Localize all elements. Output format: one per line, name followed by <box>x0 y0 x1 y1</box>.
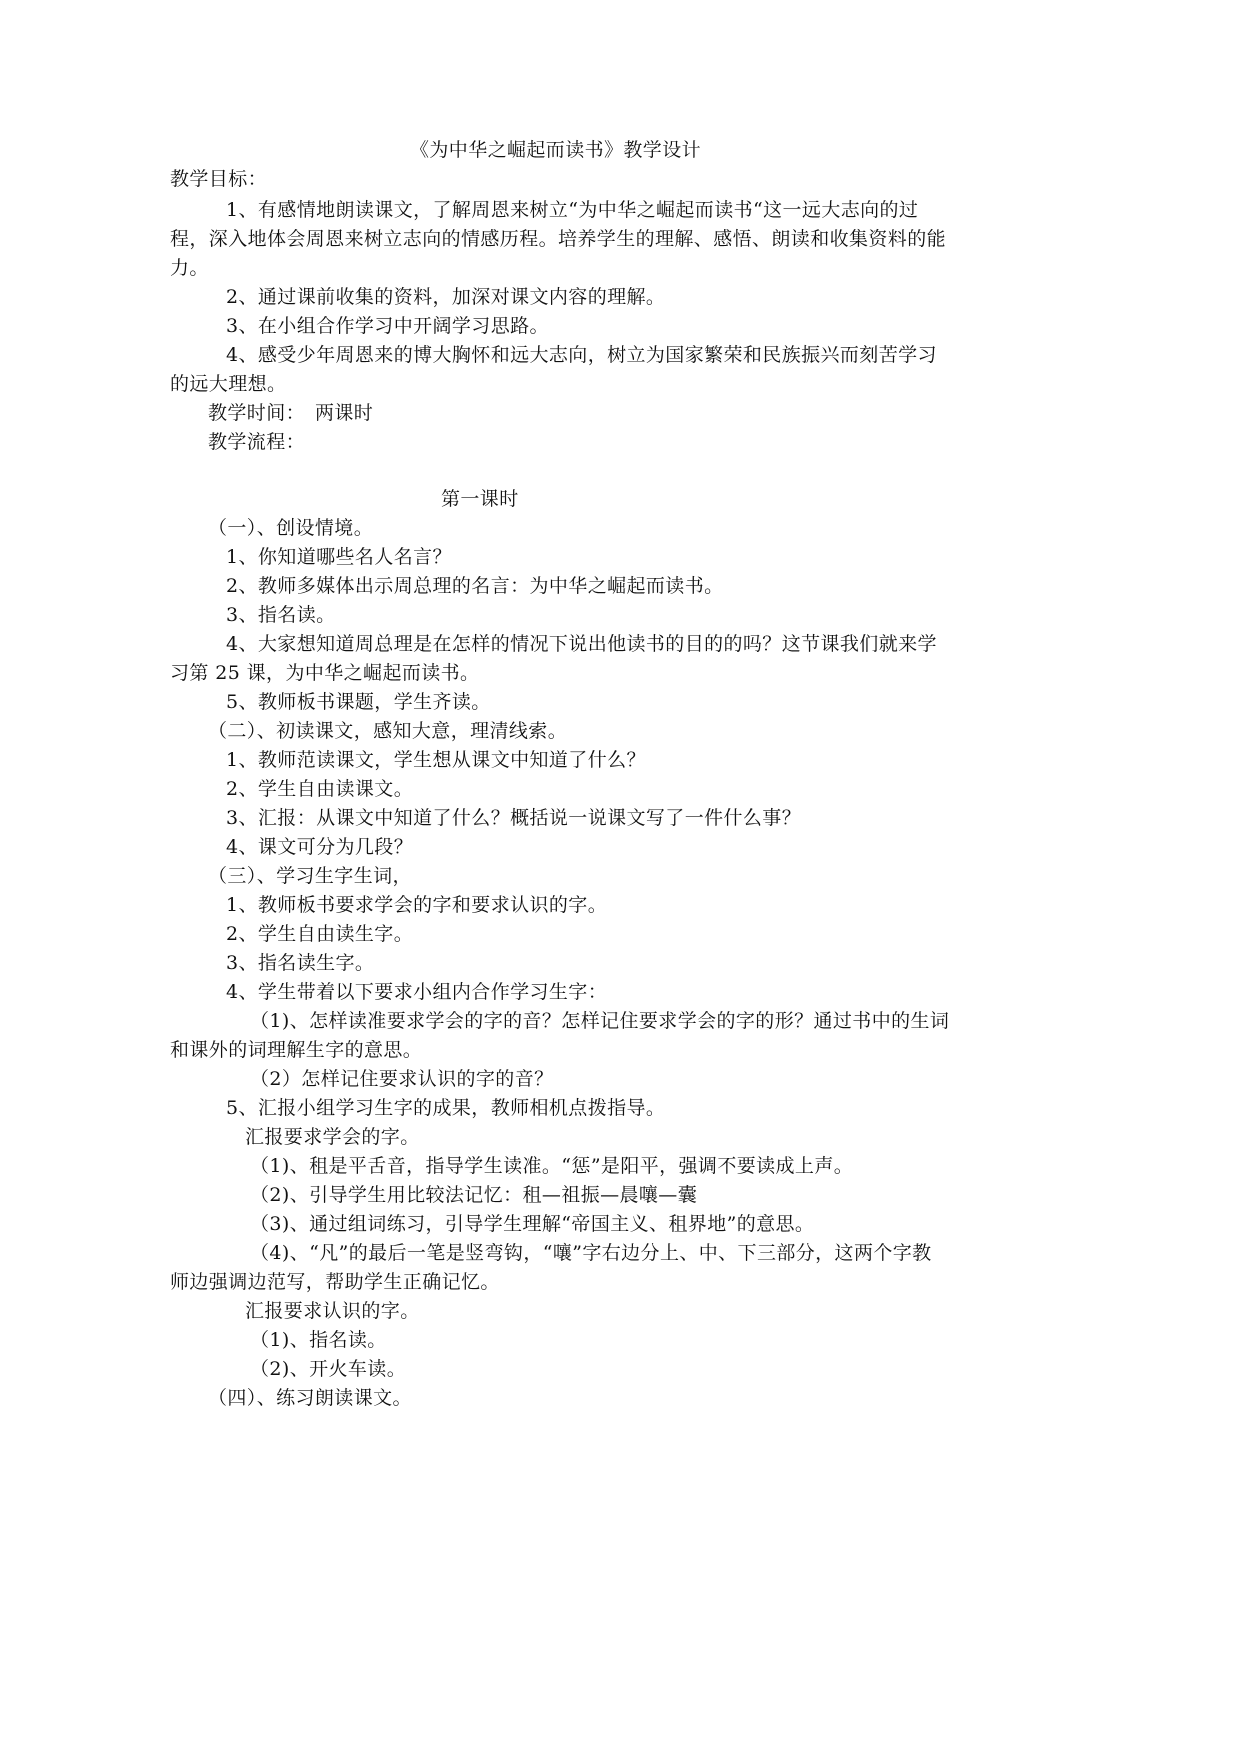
section-heading: （一）、创设情境。 <box>208 517 374 539</box>
section-item: 4、学生带着以下要求小组内合作学习生字： <box>226 981 608 1003</box>
section-item: （2)、引导学生用比较法记忆：租—祖振—晨嚷—囊 <box>250 1184 698 1206</box>
section-item: （3)、通过组词练习，引导学生理解“帝国主义、租界地”的意思。 <box>250 1213 815 1235</box>
document-title: 《为中华之崛起而读书》教学设计 <box>410 139 702 161</box>
objective-1-line-2: 程，深入地体会周恩来树立志向的情感历程。培养学生的理解、感悟、朗读和收集资料的能 <box>170 228 947 250</box>
section-item: （1)、指名读。 <box>250 1329 387 1351</box>
section-item: 汇报要求学会的字。 <box>245 1126 420 1148</box>
section-heading: （四）、练习朗读课文。 <box>208 1387 412 1409</box>
section-item: （1)、怎样读准要求学会的字的音？怎样记住要求学会的字的形？通过书中的生词 <box>250 1010 950 1032</box>
section-item: 4、大家想知道周总理是在怎样的情况下说出他读书的目的的吗？这节课我们就来学 <box>226 633 937 655</box>
section-item: 1、教师板书要求学会的字和要求认识的字。 <box>226 894 608 916</box>
objective-3: 3、在小组合作学习中开阔学习思路。 <box>226 315 549 337</box>
section-item: 习第 25 课，为中华之崛起而读书。 <box>170 662 480 684</box>
section-item: （2）怎样记住要求认识的字的音？ <box>250 1068 554 1090</box>
section-item: （4)、“凡”的最后一笔是竖弯钩，“嚷”字右边分上、中、下三部分，这两个字教 <box>250 1242 932 1264</box>
section-item: 3、指名读。 <box>226 604 336 626</box>
teaching-flow-label: 教学流程： <box>208 431 306 453</box>
section-item: （1)、租是平舌音，指导学生读准。“惩”是阳平，强调不要读成上声。 <box>250 1155 854 1177</box>
section-item: （2)、开火车读。 <box>250 1358 407 1380</box>
section-item: 2、学生自由读课文。 <box>226 778 414 800</box>
section-item: 和课外的词理解生字的意思。 <box>170 1039 423 1061</box>
section-item: 1、你知道哪些名人名言？ <box>226 546 452 568</box>
objectives-heading: 教学目标： <box>170 168 268 190</box>
teaching-time-label: 教学时间： <box>208 402 306 424</box>
section-item: 汇报要求认识的字。 <box>245 1300 420 1322</box>
section-item: 3、汇报：从课文中知道了什么？概括说一说课文写了一件什么事？ <box>226 807 802 829</box>
section-item: 2、教师多媒体出示周总理的名言：为中华之崛起而读书。 <box>226 575 724 597</box>
section-item: 1、教师范读课文，学生想从课文中知道了什么？ <box>226 749 646 771</box>
section-item: 4、课文可分为几段？ <box>226 836 414 858</box>
section-item: 2、学生自由读生字。 <box>226 923 414 945</box>
objective-4-line-2: 的远大理想。 <box>170 373 287 395</box>
teaching-time-value: 两课时 <box>315 402 374 424</box>
objective-1-line-3: 力。 <box>170 257 209 279</box>
objective-2: 2、通过课前收集的资料，加深对课文内容的理解。 <box>226 286 666 308</box>
section-heading: （三）、学习生字生词， <box>208 865 412 887</box>
section-heading: （二）、初读课文，感知大意，理清线索。 <box>208 720 568 742</box>
section-item: 师边强调边范写，帮助学生正确记忆。 <box>170 1271 500 1293</box>
section-item: 3、指名读生字。 <box>226 952 375 974</box>
objective-1-line-1: 1、有感情地朗读课文，了解周恩来树立“为中华之崛起而读书“这一远大志向的过 <box>226 199 919 221</box>
section-item: 5、教师板书课题，学生齐读。 <box>226 691 491 713</box>
section-item: 5、汇报小组学习生字的成果，教师相机点拨指导。 <box>226 1097 666 1119</box>
lesson-heading: 第一课时 <box>441 488 519 510</box>
objective-4-line-1: 4、感受少年周恩来的博大胸怀和远大志向，树立为国家繁荣和民族振兴而刻苦学习 <box>226 344 937 366</box>
